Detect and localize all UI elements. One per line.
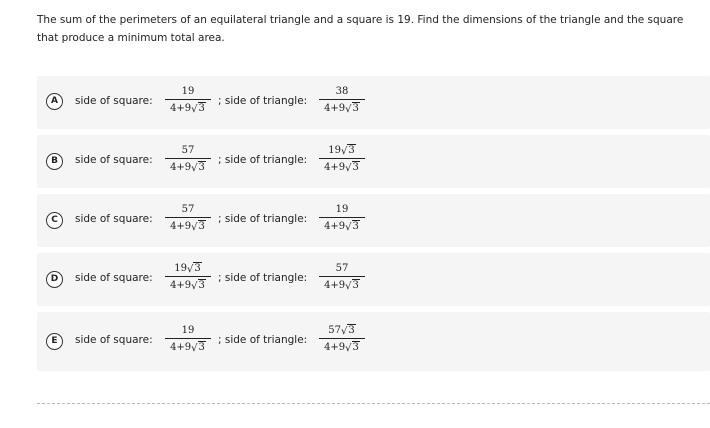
triangle-label: ; side of triangle:	[218, 334, 308, 346]
radical-icon: √	[345, 163, 352, 174]
fraction-bar	[165, 217, 211, 218]
radical-icon: √	[186, 264, 194, 275]
triangle-label: ; side of triangle:	[218, 154, 308, 166]
option-d[interactable]	[37, 253, 710, 306]
triangle-fraction	[317, 324, 367, 354]
triangle-denominator: 4+9√3	[324, 221, 359, 233]
fraction-bar	[319, 217, 365, 218]
radical-icon: √	[191, 104, 198, 115]
square-fraction	[163, 144, 213, 174]
radical-icon: √	[191, 281, 198, 292]
answer-options	[37, 76, 710, 377]
radical-icon: √	[191, 343, 198, 354]
option-c[interactable]	[37, 194, 710, 247]
option-letter-c[interactable]: C	[46, 212, 63, 229]
square-label: side of square:	[75, 334, 153, 346]
option-b[interactable]	[37, 135, 710, 188]
square-denominator: 4+9√3	[170, 280, 205, 292]
fraction-bar	[165, 99, 211, 100]
question-text: The sum of the perimeters of an equilateral triangle and a square is 19. Find the dimensions of the triangle and the square that produce a minimum total area.	[37, 14, 684, 44]
divider	[37, 403, 710, 404]
square-numerator: 57	[181, 145, 195, 156]
square-label: side of square:	[75, 213, 153, 225]
square-denominator: 4+9√3	[170, 342, 205, 354]
radical-icon: √	[345, 104, 352, 115]
triangle-label: ; side of triangle:	[218, 213, 308, 225]
triangle-denominator: 4+9√3	[324, 162, 359, 174]
radical-icon: √	[340, 146, 348, 157]
option-e[interactable]	[37, 312, 710, 371]
triangle-label: ; side of triangle:	[218, 95, 308, 107]
fraction-bar	[319, 99, 365, 100]
square-fraction	[163, 324, 213, 354]
fraction-bar	[165, 276, 211, 277]
triangle-fraction	[317, 262, 367, 292]
radical-icon: √	[345, 222, 352, 233]
fraction-bar	[165, 338, 211, 339]
fraction-bar	[165, 158, 211, 159]
triangle-numerator: 57√3	[328, 325, 355, 337]
square-numerator: 19	[181, 325, 195, 336]
option-letter-b[interactable]: B	[46, 153, 63, 170]
triangle-fraction	[317, 85, 367, 115]
fraction-bar	[319, 158, 365, 159]
triangle-numerator: 57	[335, 263, 349, 274]
option-letter-d[interactable]: D	[46, 271, 63, 288]
square-label: side of square:	[75, 95, 153, 107]
square-numerator: 19√3	[174, 263, 201, 275]
square-numerator: 57	[181, 204, 195, 215]
triangle-fraction	[317, 203, 367, 233]
square-denominator: 4+9√3	[170, 103, 205, 115]
radical-icon: √	[191, 163, 198, 174]
square-fraction	[163, 203, 213, 233]
option-a[interactable]	[37, 76, 710, 129]
fraction-bar	[319, 276, 365, 277]
radical-icon: √	[191, 222, 198, 233]
option-letter-e[interactable]: E	[46, 333, 63, 350]
triangle-numerator: 38	[335, 86, 349, 97]
square-numerator: 19	[181, 86, 195, 97]
square-fraction	[163, 262, 213, 292]
radical-icon: √	[340, 326, 348, 337]
triangle-denominator: 4+9√3	[324, 103, 359, 115]
option-letter-a[interactable]: A	[46, 93, 63, 110]
triangle-denominator: 4+9√3	[324, 280, 359, 292]
square-denominator: 4+9√3	[170, 221, 205, 233]
triangle-numerator: 19	[335, 204, 349, 215]
triangle-numerator: 19√3	[328, 145, 355, 157]
fraction-bar	[319, 338, 365, 339]
triangle-label: ; side of triangle:	[218, 272, 308, 284]
triangle-denominator: 4+9√3	[324, 342, 359, 354]
triangle-fraction	[317, 144, 367, 174]
square-fraction	[163, 85, 213, 115]
radical-icon: √	[345, 281, 352, 292]
square-label: side of square:	[75, 154, 153, 166]
square-label: side of square:	[75, 272, 153, 284]
square-denominator: 4+9√3	[170, 162, 205, 174]
radical-icon: √	[345, 343, 352, 354]
